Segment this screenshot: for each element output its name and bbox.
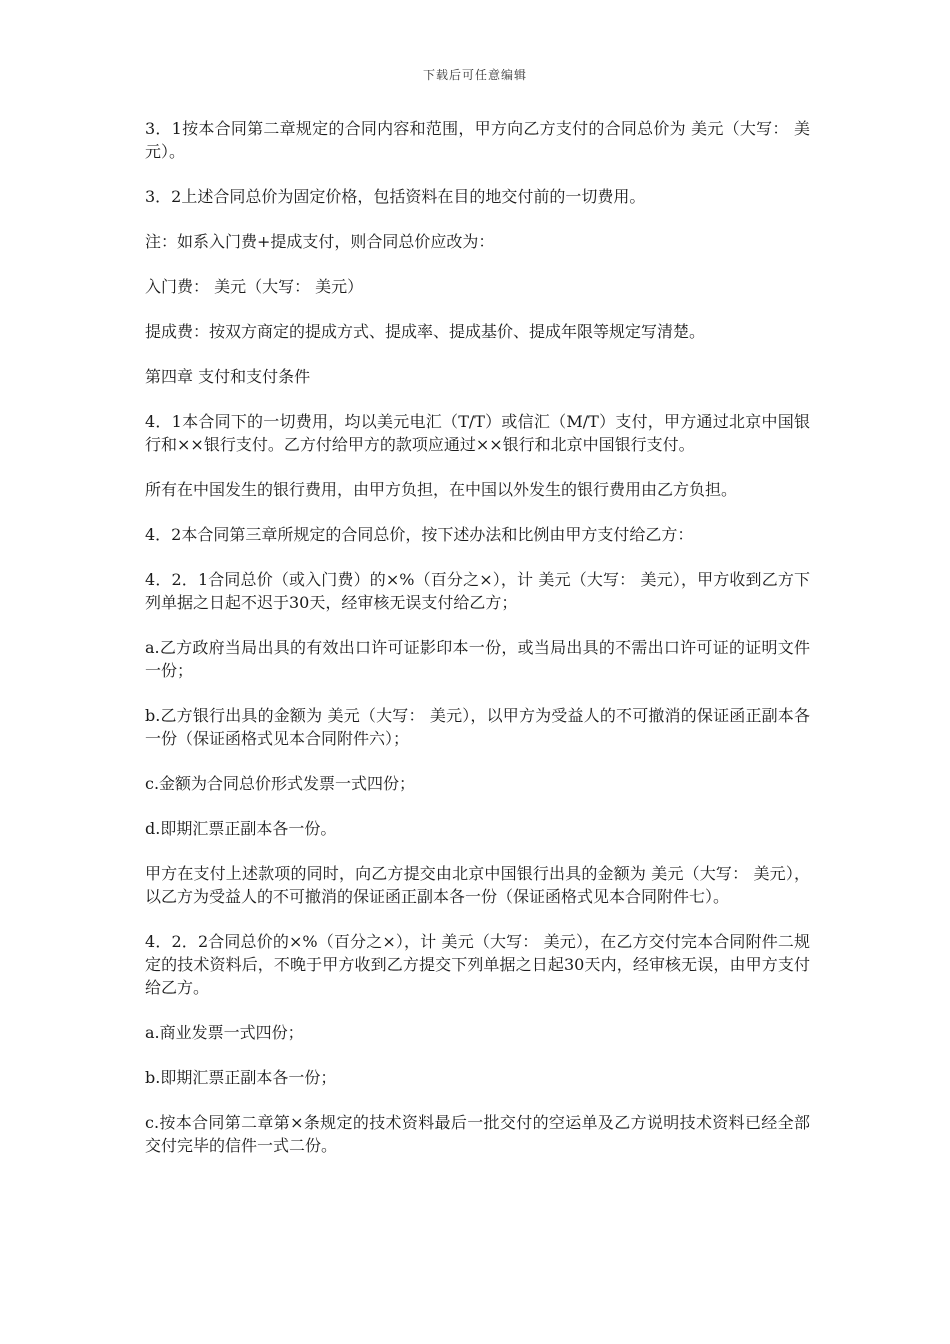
- clause-4-2-1: 4．2．1合同总价（或入门费）的×%（百分之×），计 美元（大写： 美元），甲方收到乙方下列单据之日起不迟于30天，经审核无误支付给乙方；: [145, 570, 810, 612]
- clause-4-2: 4．2本合同第三章所规定的合同总价，按下述办法和比例由甲方支付给乙方：: [145, 525, 694, 544]
- royalty-line: 提成费：按双方商定的提成方式、提成率、提成基价、提成年限等规定写清楚。: [145, 322, 706, 341]
- guarantee-paragraph: 甲方在支付上述款项的同时，向乙方提交由北京中国银行出具的金额为 美元（大写： 美元），以乙方为受益人的不可撤消的保证函正副本各一份（保证函格式见本合同附件七）。: [145, 864, 810, 906]
- list-item-c-1: c.金额为合同总价形式发票一式四份；: [145, 774, 416, 793]
- document-body: [145, 117, 810, 1179]
- clause-3-1: 3．1按本合同第二章规定的合同内容和范围，甲方向乙方支付的合同总价为 美元（大写： 美元）。: [145, 119, 810, 161]
- list-item-b-2: b.即期汇票正副本各一份；: [145, 1068, 337, 1087]
- entry-fee-line: 入门费： 美元（大写： 美元）: [145, 277, 364, 296]
- list-item-b-1: b.乙方银行出具的金额为 美元（大写： 美元），以甲方为受益人的不可撤消的保证函正副本各一份（保证函格式见本合同附件六）；: [145, 706, 810, 748]
- list-item-a-1: a.乙方政府当局出具的有效出口许可证影印本一份，或当局出具的不需出口许可证的证明文件一份；: [145, 638, 810, 680]
- clause-4-2-2: 4．2．2合同总价的×%（百分之×），计 美元（大写： 美元），在乙方交付完本合同附件二规定的技术资料后，不晚于甲方收到乙方提交下列单据之日起30天内，经审核无误，由甲方支付给乙方。: [145, 932, 810, 997]
- chapter-4-heading: 第四章 支付和支付条件: [145, 367, 311, 386]
- clause-3-2: 3．2上述合同总价为固定价格，包括资料在目的地交付前的一切费用。: [145, 187, 646, 206]
- page-header: 下载后可任意编辑: [422, 68, 527, 82]
- list-item-a-2: a.商业发票一式四份；: [145, 1023, 304, 1042]
- list-item-d-1: d.即期汇票正副本各一份。: [145, 819, 337, 838]
- clause-4-1: 4．1本合同下的一切费用，均以美元电汇（T/T）或信汇（M/T）支付，甲方通过北京中国银行和××银行支付。乙方付给甲方的款项应通过××银行和北京中国银行支付。: [145, 412, 810, 454]
- note-paragraph: 注：如系入门费+提成支付，则合同总价应改为：: [145, 232, 495, 251]
- bank-fees-paragraph: 所有在中国发生的银行费用，由甲方负担，在中国以外发生的银行费用由乙方负担。: [145, 480, 738, 499]
- list-item-c-2: c.按本合同第二章第×条规定的技术资料最后一批交付的空运单及乙方说明技术资料已经全部交付完毕的信件一式二份。: [145, 1113, 810, 1155]
